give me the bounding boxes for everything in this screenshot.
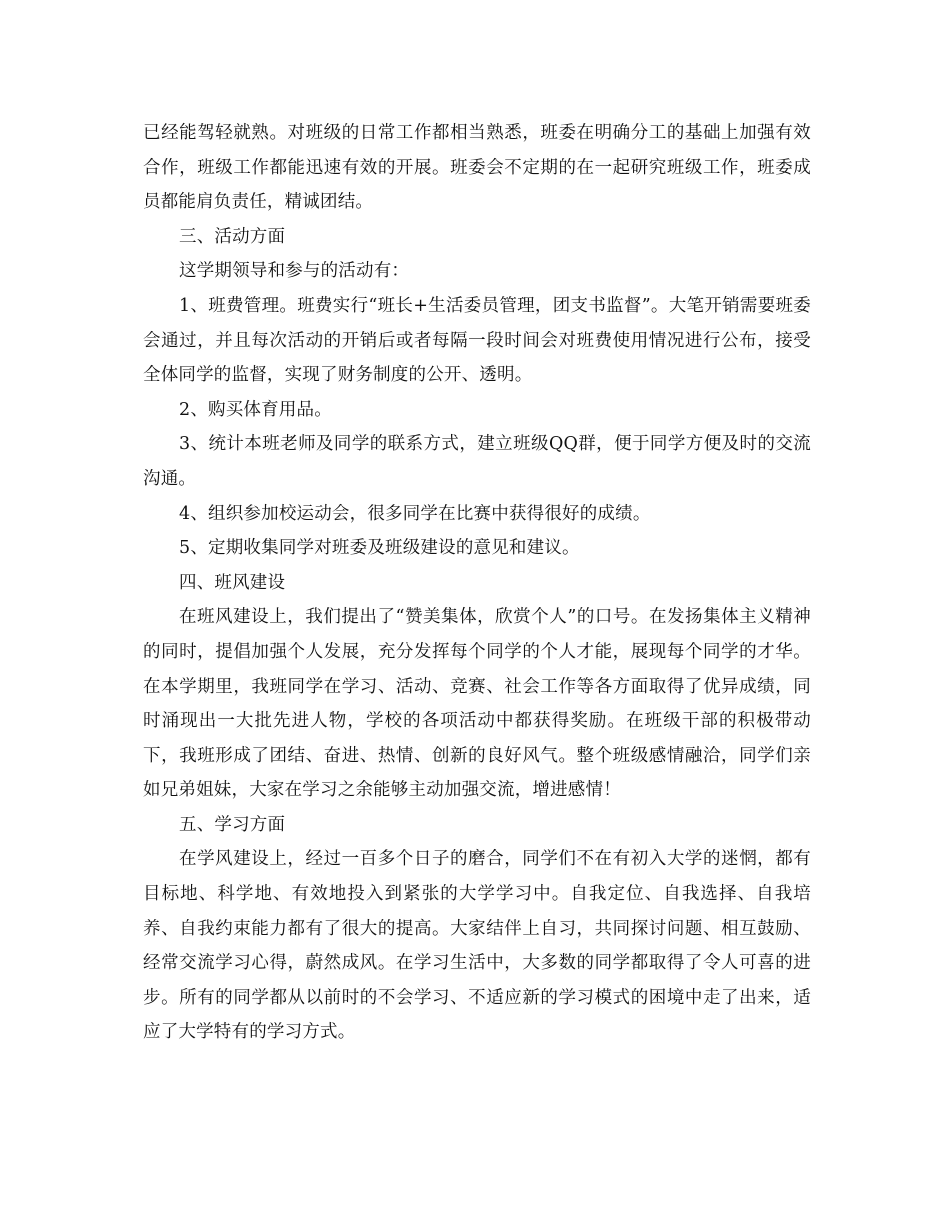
section-heading-class-spirit: 四、班风建设	[179, 572, 286, 593]
document-body	[143, 116, 811, 1050]
list-item-class-fee: 1、班费管理。班费实行“班长+生活委员管理，团支书监督”。大笔开销需要班委会通过，并且每次活动的开销后或者每隔一段时间会对班费使用情况进行公布，接受全体同学的监督，实现了财务制度的公开、透明。	[143, 295, 811, 386]
paragraph-activities-intro: 这学期领导和参与的活动有：	[179, 261, 410, 282]
section-heading-activities: 三、活动方面	[179, 226, 286, 247]
list-item-feedback: 5、定期收集同学对班委及班级建设的意见和建议。	[179, 538, 580, 559]
paragraph-study: 在学风建设上，经过一百多个日子的磨合，同学们不在有初入大学的迷惘，都有目标地、科学地、有效地投入到紧张的大学学习中。自我定位、自我选择、自我培养、自我约束能力都有了很大的提高。大家结伴上自习，共同探讨问题、相互鼓励、经常交流学习心得，蔚然成风。在学习生活中，大多数的同学都取得了令人可喜的进步。所有的同学都从以前时的不会学习、不适应新的学习模式的困境中走了出来，适应了大学特有的学习方式。	[143, 849, 811, 1043]
list-item-sports-equipment: 2、购买体育用品。	[179, 399, 332, 420]
paragraph-class-spirit: 在班风建设上，我们提出了“赞美集体，欣赏个人”的口号。在发扬集体主义精神的同时，提倡加强个人发展，充分发挥每个同学的个人才能，展现每个同学的才华。在本学期里，我班同学在学习、活动、竞赛、社会工作等各方面取得了优异成绩，同时涌现出一大批先进人物，学校的各项活动中都获得奖励。在班级干部的积极带动下，我班形成了团结、奋进、热情、创新的良好风气。整个班级感情融洽，同学们亲如兄弟姐妹，大家在学习之余能够主动加强交流，增进感情！	[143, 607, 811, 801]
list-item-contact-info: 3、统计本班老师及同学的联系方式，建立班级QQ群，便于同学方便及时的交流沟通。	[143, 434, 811, 489]
list-item-sports-meet: 4、组织参加校运动会，很多同学在比赛中获得很好的成绩。	[179, 503, 651, 524]
paragraph-class-committee-work: 已经能驾轻就熟。对班级的日常工作都相当熟悉，班委在明确分工的基础上加强有效合作，班级工作都能迅速有效的开展。班委会不定期的在一起研究班级工作，班委成员都能肩负责任，精诚团结。	[143, 123, 811, 213]
section-heading-study: 五、学习方面	[179, 814, 286, 835]
